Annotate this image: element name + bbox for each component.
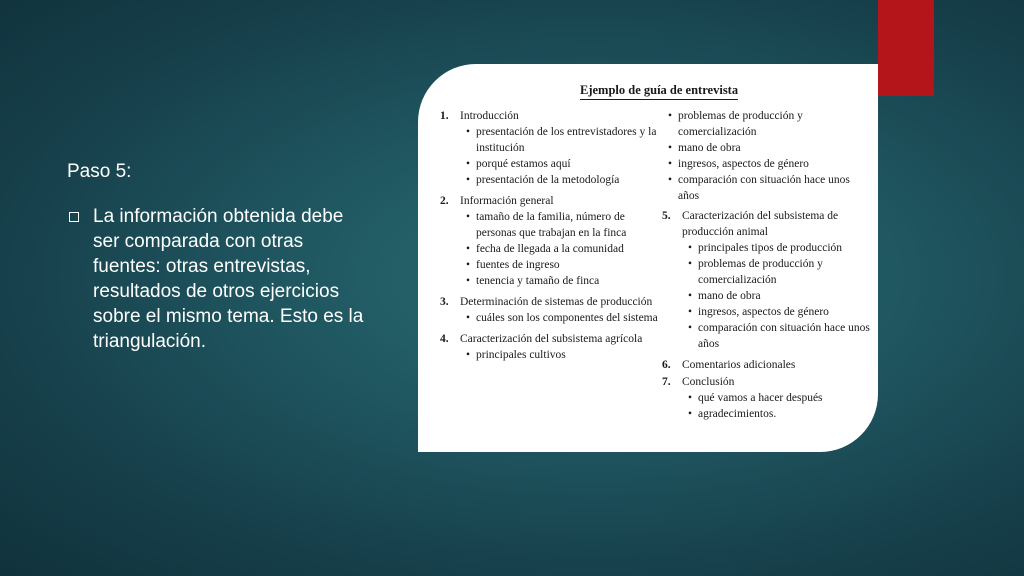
section-title: Comentarios adicionales	[682, 359, 796, 371]
list-item: • comparación con situación hace unos años	[687, 322, 870, 350]
section-determinacion	[440, 294, 664, 326]
section-title: Conclusión	[682, 376, 735, 388]
list-item: • mano de obra	[687, 290, 761, 302]
section-number: 2.	[440, 195, 449, 207]
section-title: Caracterización del subsistema agrícola	[460, 333, 643, 345]
section-conclusion	[662, 374, 872, 422]
slide-text	[67, 160, 377, 354]
section-number: 4.	[440, 333, 449, 345]
section-title: Información general	[460, 195, 554, 207]
list-item: • presentación de la metodología	[465, 174, 620, 186]
section-number: 6.	[662, 359, 671, 371]
section-introduccion	[440, 108, 664, 188]
list-item: • problemas de producción y comercialización	[687, 258, 823, 286]
step-heading: Paso 5:	[67, 161, 132, 182]
list-item: • agradecimientos.	[687, 408, 777, 420]
red-accent-tab	[878, 0, 934, 96]
section-comentarios	[662, 357, 872, 373]
interview-guide-image	[418, 64, 878, 452]
checkbox-bullet-icon	[69, 212, 79, 222]
section-title: Determinación de sistemas de producción	[460, 296, 653, 308]
list-item: • ingresos, aspectos de género	[687, 306, 829, 318]
list-item: • fuentes de ingreso	[465, 259, 560, 271]
list-item: • tamaño de la familia, número de personas que trabajan en la finca	[465, 211, 627, 239]
section-number: 1.	[440, 110, 449, 122]
list-item: • presentación de los entrevistadores y la institución	[465, 126, 657, 154]
list-item: • qué vamos a hacer después	[687, 392, 823, 404]
section-informacion-general	[440, 193, 664, 289]
list-item: • fecha de llegada a la comunidad	[465, 243, 624, 255]
list-item: • principales cultivos	[465, 349, 566, 361]
section-title: Caracterización del subsistema de producción animal	[682, 210, 839, 238]
section-number: 7.	[662, 376, 671, 388]
section-title: Introducción	[460, 110, 519, 122]
guide-right-column	[662, 108, 872, 423]
section-subsistema-agricola	[440, 331, 664, 363]
section-number: 3.	[440, 296, 449, 308]
list-item: • ingresos, aspectos de género	[667, 158, 809, 170]
list-item: • mano de obra	[667, 142, 741, 154]
list-item: • principales tipos de producción	[687, 242, 843, 254]
list-item: • tenencia y tamaño de finca	[465, 275, 600, 287]
list-item: • problemas de producción y comercialización	[667, 110, 803, 138]
list-item: • cuáles son los componentes del sistema	[465, 312, 658, 324]
list-item: • porqué estamos aquí	[465, 158, 571, 170]
section-number: 5.	[662, 210, 671, 222]
guide-left-column	[440, 108, 664, 364]
bullet-item	[67, 204, 377, 354]
guide-title: Ejemplo de guía de entrevista	[580, 82, 738, 100]
list-item: • comparación con situación hace unos años	[667, 174, 850, 202]
section-produccion-animal	[662, 208, 872, 352]
bullet-text: La información obtenida debe ser comparada con otras fuentes: otras entrevistas, resultados de otros ejercicios sobre el mismo tema. Esto es la triangulación.	[93, 206, 364, 352]
